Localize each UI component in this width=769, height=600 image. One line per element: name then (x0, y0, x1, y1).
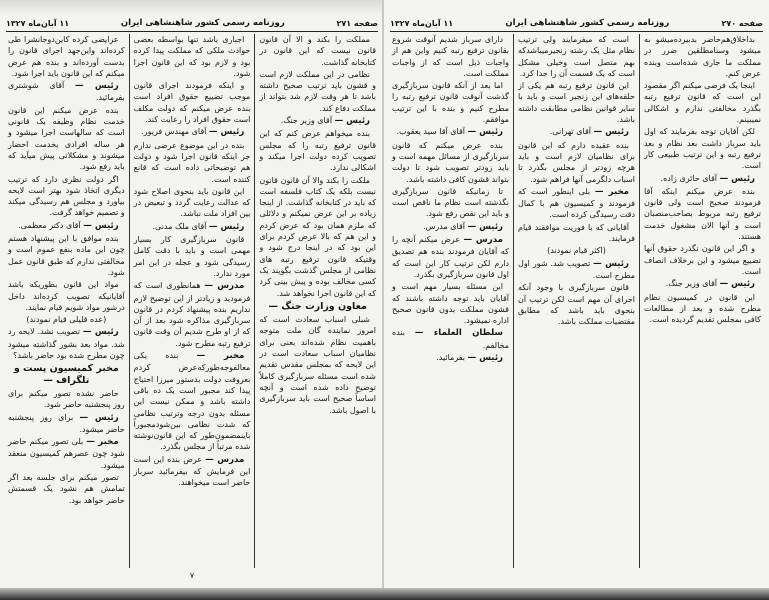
paragraph-text: مملکت را بکند و الا آن قانون قانون نیست که این قانون در کتابخانه گذاشت. (259, 35, 377, 67)
paragraph (134, 186, 251, 220)
paragraph (8, 436, 125, 471)
speaker-name: مدرس — (463, 235, 503, 246)
paragraph-text: اگر دولت نظری دارد که ترتیب دیگری اتخاذ شود بهتر است لایحه بیاورد و مجلس هم رسیدگی میکند و تصمیم خواهد گرفت. (8, 174, 125, 218)
column (131, 34, 254, 568)
paragraph-text: بلی اینطور است که فرمودند و کمیسیون هم با کمال دقت رسیدگی کرده است. (518, 186, 635, 220)
speaker-name: سلطان العلماء — (414, 328, 503, 339)
paragraph-text: بداخلاق‌هم‌حاضر بدبیرده‌میشو به میشود وسنامطلقین ضرر در مملکت ما جاری شده‌است وبنده عرض کنم. (644, 35, 761, 78)
paragraph (259, 128, 376, 173)
paragraph-text: آقای دکتر معظمی. (18, 220, 81, 230)
issue-date: ۱۱ آبان‌ماه ۱۳۲۷ (6, 18, 70, 28)
paragraph (8, 34, 125, 79)
paragraph (644, 173, 761, 185)
paragraph (518, 222, 635, 245)
page-header (6, 16, 378, 30)
paragraph-text: و اینکه فرمودند اجرای قانون موجب تضییع حقوق افراد است بنده عرض میکنم که دولت مکلف است حقوق افراد را رعایت کند. (133, 81, 251, 125)
speaker-name: رئیس — (467, 127, 503, 138)
column (256, 34, 379, 568)
speaker-name: رئیس — (208, 127, 245, 138)
paragraph-text: قانون سربازگیری با وجود آنکه اجرای آن مهم است لکن ترتیب آن بنحوی باید باشد که مطابق مقتضیات مملکت باشد. (518, 283, 635, 327)
paragraph-text: آقای تهرانی. (549, 127, 592, 137)
column (641, 34, 764, 568)
paragraph (392, 140, 509, 185)
section-heading: معاون وزارت جنگ — (268, 300, 367, 312)
speaker-name: مدرس — (205, 454, 245, 465)
paragraph-text: مواد این قانون بطوریکه باشد آقایانیکه تصویب کرده‌اند داخل درشور مواد شویم قیام نمایند. (8, 280, 125, 312)
paragraph-text: بنده میخواهم عرض کنم که این قانون ترفیع رتبه را که مجلس تصویب کرده دولت اجرا میکند و اشکالی ندارد. (259, 129, 377, 173)
paragraph (644, 186, 761, 242)
speaker-name: رئیس — (82, 327, 119, 338)
paragraph (392, 352, 509, 364)
column-divider (639, 34, 640, 568)
paragraph (259, 115, 376, 127)
right-page (384, 0, 769, 588)
paragraph-text: نظامی در این مملکت لازم است و قشون باید ترتیب صحیح داشته باشد تا هر وقت لازم شد بتواند از مملکت دفاع کند. (259, 69, 377, 113)
paragraph (8, 412, 125, 436)
page-header (390, 16, 763, 30)
paragraph: (اکثر قیام نمودند) (547, 246, 606, 256)
speaker-name: رئیس — (719, 279, 755, 290)
paragraph-text: اجباری باشد تنها بواسطه بعضی حوادث ملکی که مملکت پیدا کرده بود و لازم بود که این قانون اجرا شود. (133, 35, 251, 78)
speaker-name: رئیس — (467, 221, 503, 232)
paragraph-text: اما بعد از آنکه قانون سربازگیری گذشت آنوقت قانون ترفیع رتبه را مطرح کنیم و بنده با این ترتیب موافقم. (392, 81, 509, 125)
paragraph-text: آقای ملک مدنی. (152, 221, 207, 231)
paragraph-text: بنده مخالفم. (392, 328, 509, 350)
speaker-name: مخبر — (86, 437, 119, 448)
paragraph (134, 126, 251, 138)
paragraph (518, 126, 635, 138)
text-columns (389, 34, 764, 568)
paragraph-text: دارای سرباز شدیم آنوقت شروع بقانون ترفیع رتبه کنیم واین هم از واجبات ذیل است که از واجبات مملکت است. (392, 35, 509, 78)
paragraph (644, 34, 761, 79)
paragraph-text: آقای مهندس فریور. (141, 127, 207, 137)
header-rule (390, 31, 763, 32)
paragraph-text: قانون سربازگیری کار بسیار مهمی است و باید با دقت کامل رسیدگی شود و عجله در این امر مورد ندارد. (133, 235, 251, 278)
paragraph (644, 292, 761, 326)
paragraph-text: آقای مدرس. (423, 221, 466, 231)
paragraph-text: بنده موافق با این پیشنهاد هستم چون این ماده بنفع عموم است و مخالفتی ندارم که طبق قانون عمل شود. (8, 234, 125, 277)
page-number-label: صفحه ۲۷۰ (721, 18, 763, 28)
paragraph-text: این مسئله بسیار مهم است و آقایان باید توجه داشته باشند که قشون مملکت بدون قانون صحیح اداره نمیشود. (392, 282, 509, 326)
paragraph-text: همانطوری است که فرمودید و زیادتر از این توضیح لازم نداریم بنده پیشنهاد کردم در قانون سربازگیری مذاکره شود بعد از آن که از او طرح شدیم آن وقت قانون ترفیع رتبه مطرح شود. (133, 281, 251, 348)
paragraph-text: آقای وزیر جنگ. (665, 279, 718, 289)
paragraph (392, 234, 509, 280)
paragraph-text: آقای حائری زاده. (660, 173, 718, 183)
paragraph (518, 282, 635, 327)
column-divider (513, 34, 514, 568)
paragraph (134, 454, 251, 489)
paragraph (259, 175, 376, 299)
paragraph (134, 80, 251, 125)
column (389, 34, 512, 568)
speaker-name: رئیس — (593, 258, 629, 269)
paragraph (134, 221, 251, 233)
paragraph (134, 350, 251, 453)
paragraph (8, 220, 125, 232)
paragraph-text: حاضر نشده تصور میکنم برای روز پنجشنبه حاضر شود. (8, 388, 125, 410)
paragraph-text: عرض میکنم آنچه را که آقایان فرمودند بنده هم تصدیق دارم لکن ترتیب کار این است که اول قانون سربازگیری بگذرد. (392, 235, 509, 279)
paragraph-text: بنده یکی معالفوجه‌طورکه‌عرض کردم بعروفت دولت بدستور میرزا احتیاج پیدا کند مجبور است یک ده باقی داشته باشد و ممکن نیست این مسئله بدون درجه وترتیب نظامی که شدت نظامی بین‌شودمجبوراً باینمضمون‌طور که این قانون‌نوشته شده مرتباً از مجلس بگذرد. (133, 351, 251, 452)
speaker-name: رئیس — (467, 353, 503, 364)
column (515, 34, 638, 568)
speaker-name: رئیس — (719, 173, 755, 184)
speaker-name: رئیس — (79, 412, 119, 423)
paragraph-text: آقای آقا سید یعقوب. (396, 127, 466, 137)
paragraph-text: تا زمانیکه قانون سربازگیری نگذشته است نظام ما ناقص است و باید این نقص رفع شود. (392, 186, 509, 219)
paragraph (518, 140, 635, 185)
paragraph-text: بفرمائید. (436, 353, 466, 363)
paragraph: (عده قلیلی قیام نمودند) (26, 315, 107, 325)
issue-date: ۱۱ آبان‌ماه ۱۳۲۷ (390, 18, 454, 28)
paragraph (8, 233, 125, 278)
paragraph (392, 80, 509, 125)
paragraph (392, 126, 509, 138)
speaker-name: رئیس — (83, 220, 119, 231)
paragraph-text: تصویب شد. شور اول مطرح است. (518, 258, 635, 280)
paragraph-text: این قانون باید بنحوی اصلاح شود که عدالت رعایت گردد و تبعیض در بین افراد ملت نباشد. (133, 186, 251, 219)
paragraph (259, 34, 376, 68)
speaker-name: مخبر — (594, 186, 629, 197)
paragraph-text: این قانون در کمیسیون نظام مطرح شده و بعد از مطالعات کافی بمجلس تقدیم گردیده است. (644, 292, 761, 325)
paragraph-text: بنده عقیده دارم که این قانون برای نظامیان لازم است و باید هرچه زودتر از مجلس بگذرد تا اسباب دلگرمی آنها فراهم شود. (518, 140, 635, 184)
paragraph (134, 234, 251, 279)
paragraph (518, 80, 635, 125)
paragraph (392, 327, 509, 351)
paragraph-text: عرض بنده این است این فرمایش که بیفرمائید سرباز حاضر است میخواهند. (133, 454, 251, 488)
newspaper-title: روزنامه رسمی کشور شاهنشاهی ایران (120, 18, 285, 28)
speaker-name: رئیس — (75, 81, 119, 92)
paragraph-text: بلی تصور میکنم حاضر شود چون عصرهم کمیسیون منعقد میشود. (8, 437, 125, 470)
paragraph-text: بنده در این موضوع عرضی ندارم جز اینکه قانون اجرا شود و دولت هم توضیحاتی داده است که قانع کننده است. (133, 140, 251, 184)
paragraph-text: این قانون ترفیع رتبه هم یکی از حلقه‌های این زنجیر است و باید با سایر قوانین نظامی مطابقت داشته باشد. (518, 81, 635, 125)
speaker-name: رئیس — (593, 127, 629, 138)
paragraph-text: عرایضی کرده کاین‌دوجانشرا طی کرده‌اند واین‌جهد اجرای قانون را بدست آورده‌اند و بنده هم عرض میکنم که این قانون باید اجرا شود. (8, 35, 125, 78)
scan-bottom-edge (0, 588, 769, 600)
paragraph (392, 186, 509, 220)
paragraph-text: تصویب نشد. لایحه رد شد. مواد بعد بشور گذاشته میشود چون مطرح شده بود حاضر باشد؟ (8, 327, 125, 361)
column-divider (129, 34, 130, 568)
paragraph (134, 280, 251, 349)
paragraph (8, 472, 125, 506)
paragraph-text: برای روز پنجشنبه حاضر میشود. (8, 412, 125, 434)
paragraph-text: است که میفرمایند ولی ترتیب نظام مثل یک رشته زنجیرمیباشدکه بهم متصل است وخیلی مشکل است که یک قسمت آن را جدا کرد. (518, 35, 635, 78)
header-rule (6, 31, 378, 32)
paragraph (644, 80, 761, 125)
paragraph-text: آقای شوشتری بفرمائید. (8, 81, 125, 103)
paragraph (259, 69, 376, 114)
speaker-name: مدرس — (204, 281, 245, 292)
paragraph-text: شبلی اسباب سعادت است که امروز نماینده گان ملت متوجه باهمیت نظام شده‌اند بعنی برای نظامیان اسباب سعادت است در این لایحه که بمجلس مقدس تقدیم شده است مسئله سربازگیری کاملاً توضیح داده شده است و آنچه اساساً صحیح است باید سربازگیری با اصول باشد. (259, 315, 377, 415)
paragraph (518, 186, 635, 221)
column-divider (254, 34, 255, 568)
paragraph (392, 281, 509, 326)
newspaper-title: روزنامه رسمی کشور شاهنشاهی ایران (505, 18, 670, 28)
paragraph-text: و اگر این قانون نگذرد حقوق آنها تضییع میشود و این برخلاف انصاف است. (644, 244, 761, 276)
paragraph (8, 388, 125, 411)
text-columns (5, 34, 379, 568)
paragraph (518, 34, 635, 79)
paragraph-text: بنده عرض میکنم که قانون سربازگیری از مسائل مهمه است و باید زودتر تصویب شود تا دولت بتواند قشون کافی داشته باشد. (392, 140, 509, 184)
paragraph (644, 243, 761, 277)
paragraph-text: لکن آقایان توجه بفرمایند که اول باید سرباز داشت بعد نظام و بعد ترفیع رتبه و این ترتیب طبیعی کار است. (644, 127, 761, 171)
speaker-name: رئیس — (208, 221, 245, 232)
speaker-name: رئیس — (334, 116, 371, 127)
left-page (0, 0, 384, 588)
paragraph (8, 80, 125, 104)
paragraph (259, 314, 376, 416)
paragraph (8, 326, 125, 361)
paragraph-text: آقایانی که با فوریت موافقند قیام فرمایند. (518, 222, 635, 244)
paragraph-text: آقای وزیر جنگ. (280, 116, 333, 126)
paragraph-text: بنده عرض میکنم اینکه آقا فرمودند صحیح است ولی قانون ترفیع رتبه مربوط بصاحب‌منصبان است و آنها الان مشغول خدمت هستند. (644, 186, 761, 242)
paragraph-text: بنده عرض میکنم این قانون خدمت نظام وظیفه یک قانونی است که سالهاست اجرا میشود و هر ساله افرادی بخدمت احضار میشوند و مشکلاتی پیش میآید که باید رفع شود. (8, 105, 125, 172)
footer-page-number: ۷ (189, 571, 195, 580)
paragraph-text: تصور میکنم برای جلسه بعد اگر تمامش هم نشود یک قسمتش حاضر خواهد بود. (8, 472, 125, 505)
paragraph (518, 258, 635, 282)
paragraph (8, 174, 125, 219)
paragraph (134, 34, 251, 79)
page-number-label: صفحه ۲۷۱ (336, 18, 378, 28)
paragraph (134, 140, 251, 185)
paragraph (644, 278, 761, 290)
paragraph (644, 126, 761, 171)
paragraph (8, 279, 125, 313)
column (5, 34, 128, 568)
paragraph (8, 105, 125, 173)
speaker-name: مخبر — (196, 351, 245, 362)
paragraph (392, 221, 509, 233)
paragraph (392, 34, 509, 79)
paragraph-text: ملکت را بکند والا آن قانون قانون نیست بلکه یک کتاب فلسفه است که باید در کتابخانه گذاشت. از اینجا زیاده بر این عرض نمیکنم و دلائلی که ملزم همان بود که عرض کردم و این هم که بالا عرض کردم برای این بود که در اینجا درج شود و وقتیکه قانون ترفیع رتبه های نظامی از مجلس گذشت بگویند یک کسی مخالف بوده و پیش بینی کرد که این قانون اجرا نخواهد شد. (259, 175, 377, 298)
section-heading: مخبر کمیسیون پست و تلگراف — (13, 363, 119, 386)
paragraph-text: اینجا یک فرضی میکنم اگر مقصود این است که قانون ترفیع رتبه بگذرد مخالفتی ندارم و اشکالی نمیبینم. (644, 81, 761, 125)
